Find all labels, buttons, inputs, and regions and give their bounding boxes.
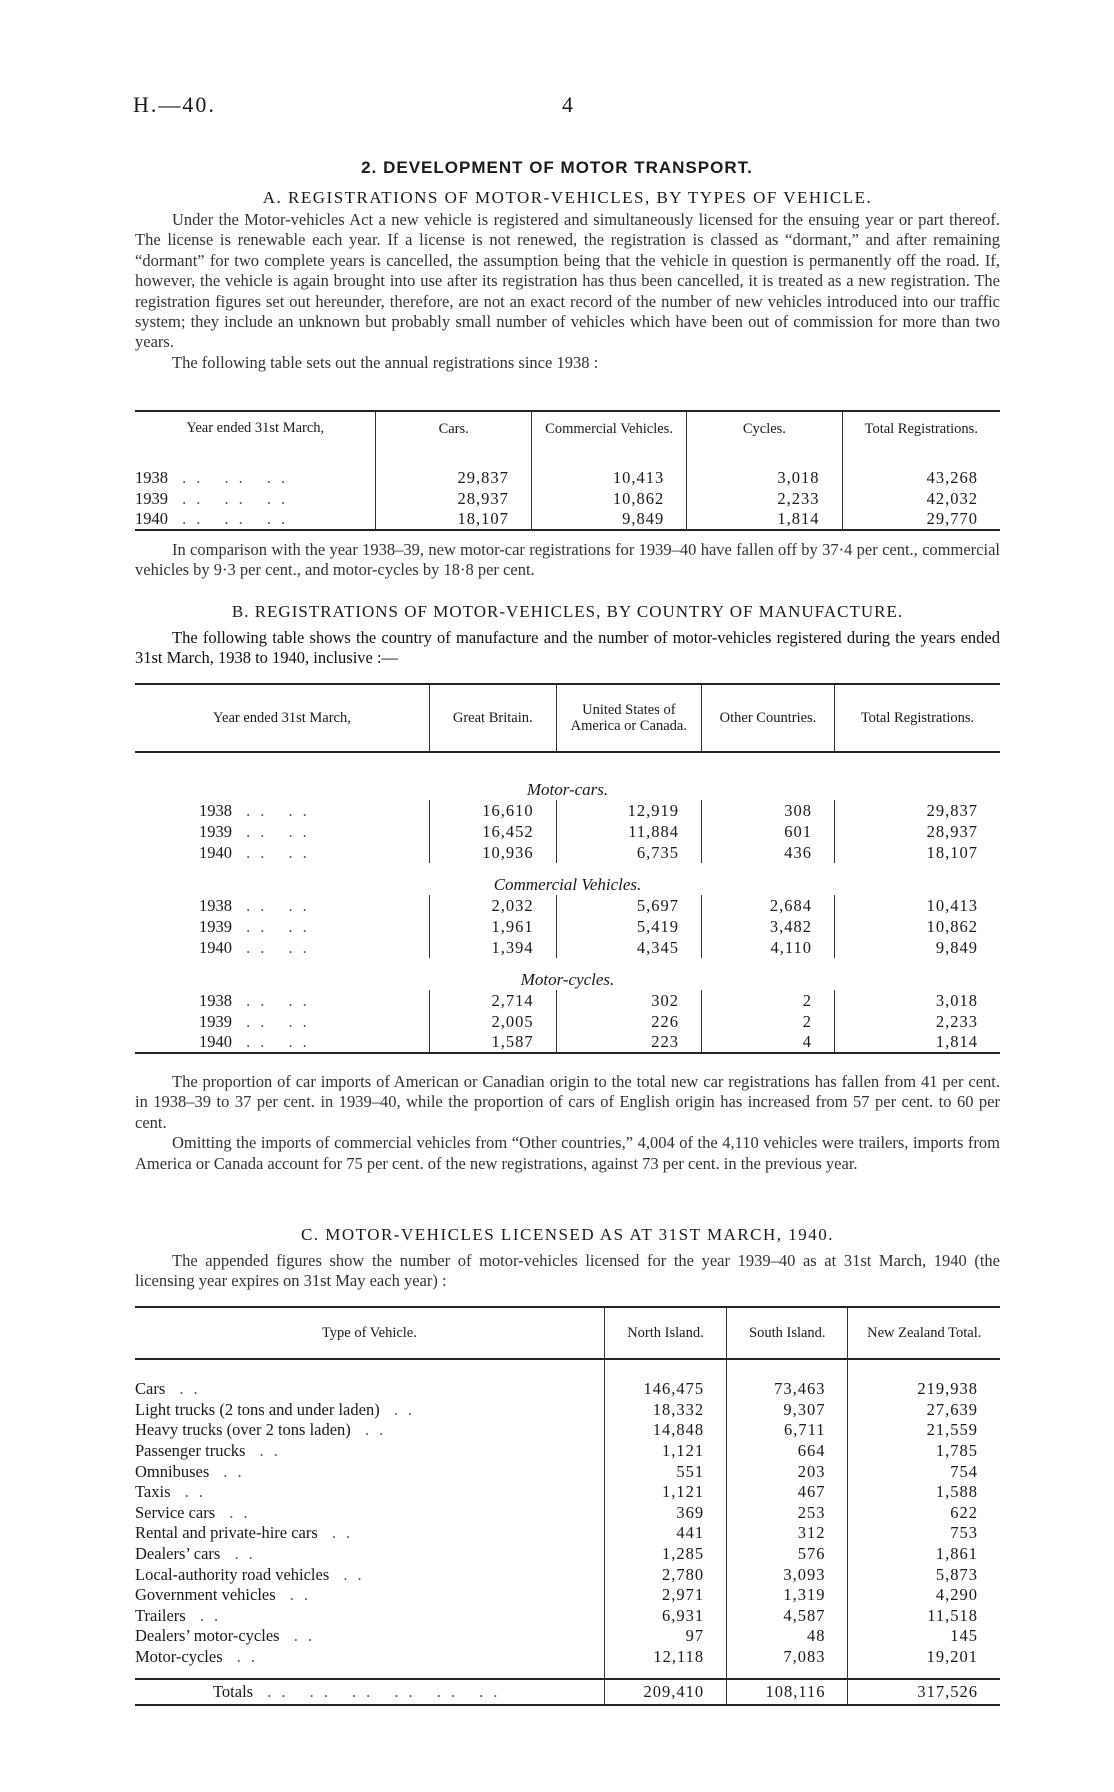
section-b-heading: B. REGISTRATIONS OF MOTOR-VEHICLES, BY COUNTRY OF MANUFACTURE. [231,602,904,621]
year-value: 1939 [135,488,168,508]
col-total: Total Registrations. [834,684,1000,752]
table-cell: 2,233 [834,1011,1000,1032]
table-cell: 1,814 [687,509,842,530]
page-number: 4 [562,92,573,117]
table-row [135,467,1000,488]
table-cell: 2,714 [429,990,556,1011]
vehicle-type-label: Dealers’ motor-cycles [135,1626,280,1646]
table-cell: 4,587 [727,1606,848,1627]
group-header-row [135,752,1000,800]
vehicle-type: Taxis .. [135,1482,213,1502]
section-b-intro [135,628,1000,669]
section-a-intro [135,210,1000,373]
group-label: Commercial Vehicles. [493,875,642,894]
col-north-island: North Island. [604,1307,726,1359]
table-cell: 28,937 [834,821,1000,842]
vehicle-type: Cars .. [135,1379,208,1399]
table-row [135,1441,1000,1462]
vehicle-type: Trailers .. [135,1605,229,1625]
row-year: 1938 .. .. [199,990,317,1010]
table-cell: 14,848 [604,1420,726,1441]
col-great-britain: Great Britain. [429,684,556,752]
section-a-heading: A. REGISTRATIONS OF MOTOR-VEHICLES, BY TYPES OF VEHICLE. [262,188,873,207]
row-year: 1939 .. .. [199,916,317,936]
col-nz-total: New Zealand Total. [848,1307,1000,1359]
table-cell: 3,018 [687,467,842,488]
table-row [135,1544,1000,1565]
table-cell: 551 [604,1461,726,1482]
table-row [135,990,1000,1011]
col-type: Type of Vehicle. [321,1324,417,1341]
table-cell: 441 [604,1523,726,1544]
year-value: 1938 [199,895,232,915]
group-header-row [135,958,1000,990]
group-header-row [135,863,1000,895]
vehicle-type-label: Motor-cycles [135,1647,223,1667]
section-a-para2: The following table sets out the annual registrations since 1938 : [172,352,599,372]
vehicle-type: Rental and private-hire cars .. [135,1523,361,1543]
table-row [135,1400,1000,1421]
section-a-para3: In comparison with the year 1938–39, new motor-car registrations for 1939–40 have fallen off by 37·4 per cent., commercial vehicles by 9·3 per cent., and motor-cycles by 18·8 per cent. [135,540,1000,580]
table-cell: 5,697 [556,895,701,916]
registrations-by-country-table [135,683,1000,1054]
vehicle-type: Motor-cycles .. [135,1647,266,1667]
vehicle-type: Light trucks (2 tons and under laden) .. [135,1399,423,1419]
table-cell: 12,919 [556,800,701,821]
table-cell: 29,837 [834,800,1000,821]
table-cell: 1,861 [848,1544,1000,1565]
table-cell: 7,083 [727,1647,848,1668]
vehicle-type-label: Government vehicles [135,1585,276,1605]
table-cell: 10,862 [834,916,1000,937]
table-row [135,1606,1000,1627]
row-year: 1940 .. .. .. [135,509,296,528]
table-cell: 4 [702,1032,835,1053]
section-c-intro [135,1251,1000,1292]
table-cell: 664 [727,1441,848,1462]
table-cell: 753 [848,1523,1000,1544]
table-row [135,1564,1000,1585]
row-year: 1939 .. .. [199,1011,317,1031]
row-year: 1940 .. .. [199,842,317,862]
section-a-para1: Under the Motor-vehicles Act a new vehicle is registered and simultaneously licensed for the ensuing year or part thereof. The license is renewable each year. If a license is not renewed, the registration is classed as “dormant,” and after remaining “dormant” for two complete years is cancelled, the assumption being that the vehicle in question is permanently off the road. If, however, the vehicle is again brought into use after its registration has thus been cancelled, it is treated as a new registration. The registration figures set out hereunder, therefore, are not an exact record of the number of new vehicles introduced into our traffic system; they include an unknown but probably small number of vehicles which have been out of commission for more than two years. [135,210,1000,352]
totals-row [135,1679,1000,1705]
table-cell: 203 [727,1461,848,1482]
table-row [135,821,1000,842]
table-cell: 42,032 [842,488,1000,509]
table-cell: 576 [727,1544,848,1565]
table-cell: 145 [848,1626,1000,1647]
page-title: 2. DEVELOPMENT OF MOTOR TRANSPORT. [361,158,753,177]
year-value: 1940 [199,842,232,862]
table-row [135,842,1000,863]
table-cell: 16,452 [429,821,556,842]
table-cell: 2 [702,1011,835,1032]
table-cell: 1,785 [848,1441,1000,1462]
table-cell: 9,849 [531,509,686,530]
table-cell: 10,862 [531,488,686,509]
total-cell: 317,526 [848,1679,1000,1705]
vehicle-type-label: Dealers’ cars [135,1544,221,1564]
vehicle-type-label: Light trucks (2 tons and under laden) [135,1399,380,1419]
vehicle-type: Service cars .. [135,1502,258,1522]
group-label: Motor-cars. [526,780,609,799]
vehicle-type-label: Service cars [135,1502,216,1522]
vehicle-type-label: Omnibuses [135,1461,210,1481]
vehicle-type: Dealers’ motor-cycles .. [135,1626,322,1646]
vehicle-type-label: Trailers [135,1605,186,1625]
table-cell: 3,093 [727,1564,848,1585]
table-cell: 2,971 [604,1585,726,1606]
table-cell: 4,290 [848,1585,1000,1606]
year-value: 1938 [199,800,232,820]
vehicle-type: Heavy trucks (over 2 tons laden) .. [135,1420,394,1440]
row-year: 1938 .. .. [199,895,317,915]
totals-label-cell: Totals .. .. .. .. .. .. [213,1682,508,1702]
col-cycles: Cycles. [687,411,842,445]
row-year: 1939 .. .. [199,821,317,841]
table-cell: 1,285 [604,1544,726,1565]
table-row [135,1461,1000,1482]
vehicle-type: Omnibuses .. [135,1461,252,1481]
table-cell: 10,413 [834,895,1000,916]
table-row [135,1420,1000,1441]
vehicle-type: Government vehicles .. [135,1585,319,1605]
section-b-notes [135,1072,1000,1174]
table-cell: 219,938 [848,1379,1000,1400]
document-reference: H.—40. [133,92,216,117]
table-cell: 29,770 [842,509,1000,530]
total-cell: 108,116 [727,1679,848,1705]
table-cell: 3,018 [834,990,1000,1011]
table-cell: 11,884 [556,821,701,842]
row-year: 1940 .. .. [199,1032,317,1051]
table-cell: 11,518 [848,1606,1000,1627]
section-b-para3: Omitting the imports of commercial vehicles from “Other countries,” 4,004 of the 4,110 vehicles were trailers, imports from America or Canada account for 75 per cent. of the new registrations, against 73 per cent. in the previous year. [135,1133,1000,1173]
vehicle-type-label: Passenger trucks [135,1441,246,1461]
section-c-heading: C. MOTOR-VEHICLES LICENSED AS AT 31ST MARCH, 1940. [300,1225,835,1244]
table-cell: 622 [848,1503,1000,1524]
col-south-island: South Island. [727,1307,848,1359]
table-cell: 48 [727,1626,848,1647]
table-cell: 9,307 [727,1400,848,1421]
table-cell: 302 [556,990,701,1011]
table-cell: 6,711 [727,1420,848,1441]
table-cell: 226 [556,1011,701,1032]
vehicles-licensed-table [135,1306,1000,1706]
table-row [135,1626,1000,1647]
vehicle-type-label: Heavy trucks (over 2 tons laden) [135,1420,351,1440]
year-value: 1940 [199,937,232,957]
table-cell: 1,319 [727,1585,848,1606]
table-cell: 2,032 [429,895,556,916]
table-cell: 43,268 [842,467,1000,488]
year-value: 1939 [199,916,232,936]
section-b-para1: The following table shows the country of manufacture and the number of motor-vehicles registered during the years ended 31st March, 1938 to 1940, inclusive :— [135,628,1000,668]
table-cell: 9,849 [834,937,1000,958]
table-cell: 1,394 [429,937,556,958]
table-row [135,1379,1000,1400]
vehicle-type-label: Taxis [135,1482,171,1502]
table-cell: 6,735 [556,842,701,863]
table-cell: 18,332 [604,1400,726,1421]
table-cell: 12,118 [604,1647,726,1668]
table-cell: 10,936 [429,842,556,863]
vehicle-type-label: Cars [135,1379,166,1399]
table-cell: 1,121 [604,1482,726,1503]
table-row [135,937,1000,958]
table-cell: 1,961 [429,916,556,937]
group-label: Motor-cycles. [520,970,615,989]
col-other: Other Countries. [702,684,835,752]
table-row [135,1482,1000,1503]
col-total: Total Registrations. [842,411,1000,445]
table-row [135,1647,1000,1668]
table-cell: 4,110 [702,937,835,958]
table-cell: 223 [556,1032,701,1053]
table-cell: 312 [727,1523,848,1544]
table-cell: 369 [604,1503,726,1524]
year-value: 1938 [199,990,232,1010]
vehicle-type-label: Local-authority road vehicles [135,1564,330,1584]
year-value: 1939 [199,1011,232,1031]
vehicle-type: Dealers’ cars .. [135,1544,263,1564]
section-c-para1: The appended figures show the number of motor-vehicles licensed for the year 1939–40 as at 31st March, 1940 (the licensing year expires on 31st May each year) : [135,1251,1000,1291]
table-cell: 97 [604,1626,726,1647]
table-row [135,895,1000,916]
table-cell: 2,233 [687,488,842,509]
table-cell: 21,559 [848,1420,1000,1441]
table-row [135,800,1000,821]
table-cell: 2,780 [604,1564,726,1585]
row-year: 1938 .. .. .. [135,467,296,487]
table-cell: 5,419 [556,916,701,937]
table-cell: 1,814 [834,1032,1000,1053]
table-cell: 601 [702,821,835,842]
vehicle-type: Passenger trucks .. [135,1441,288,1461]
table-cell: 308 [702,800,835,821]
table-row [135,1585,1000,1606]
table-row [135,1032,1000,1053]
table-cell: 146,475 [604,1379,726,1400]
table-cell: 2,005 [429,1011,556,1032]
table-cell: 5,873 [848,1564,1000,1585]
col-year: Year ended 31st March, [212,709,351,726]
year-value: 1940 [135,509,168,528]
row-year: 1940 .. .. [199,937,317,957]
table-cell: 467 [727,1482,848,1503]
table-cell: 4,345 [556,937,701,958]
row-year: 1939 .. .. .. [135,488,296,508]
table-cell: 73,463 [727,1379,848,1400]
table-cell: 18,107 [376,509,531,530]
table-cell: 29,837 [376,467,531,488]
section-b-para2: The proportion of car imports of American or Canadian origin to the total new car registrations has fallen from 41 per cent. in 1938–39 to 37 per cent. in 1939–40, while the proportion of cars of English origin has increased from 57 per cent. to 60 per cent. [135,1072,1000,1132]
col-cars: Cars. [376,411,531,445]
table-cell: 6,931 [604,1606,726,1627]
table-cell: 253 [727,1503,848,1524]
table-cell: 3,482 [702,916,835,937]
table-cell: 1,587 [429,1032,556,1053]
table-cell: 27,639 [848,1400,1000,1421]
table-cell: 2,684 [702,895,835,916]
table-cell: 28,937 [376,488,531,509]
registrations-by-type-table [135,410,1000,531]
col-year: Year ended 31st March, [186,420,325,436]
table-cell: 754 [848,1461,1000,1482]
row-year: 1938 .. .. [199,800,317,820]
table-row [135,488,1000,509]
table-cell: 436 [702,842,835,863]
total-cell: 209,410 [604,1679,726,1705]
year-value: 1940 [199,1032,232,1051]
year-value: 1939 [199,821,232,841]
col-usa-canada: United States of America or Canada. [556,684,701,752]
totals-label: Totals [213,1682,254,1702]
vehicle-type: Local-authority road vehicles .. [135,1564,372,1584]
section-a-comparison [135,540,1000,581]
table-row [135,916,1000,937]
table-cell: 2 [702,990,835,1011]
col-commercial: Commercial Vehicles. [531,411,686,445]
vehicle-type-label: Rental and private-hire cars [135,1523,318,1543]
table-cell: 19,201 [848,1647,1000,1668]
table-cell: 1,588 [848,1482,1000,1503]
table-cell: 16,610 [429,800,556,821]
table-row [135,509,1000,530]
table-row [135,1011,1000,1032]
table-cell: 10,413 [531,467,686,488]
table-cell: 1,121 [604,1441,726,1462]
table-cell: 18,107 [834,842,1000,863]
table-row [135,1523,1000,1544]
table-row [135,1503,1000,1524]
year-value: 1938 [135,467,168,487]
